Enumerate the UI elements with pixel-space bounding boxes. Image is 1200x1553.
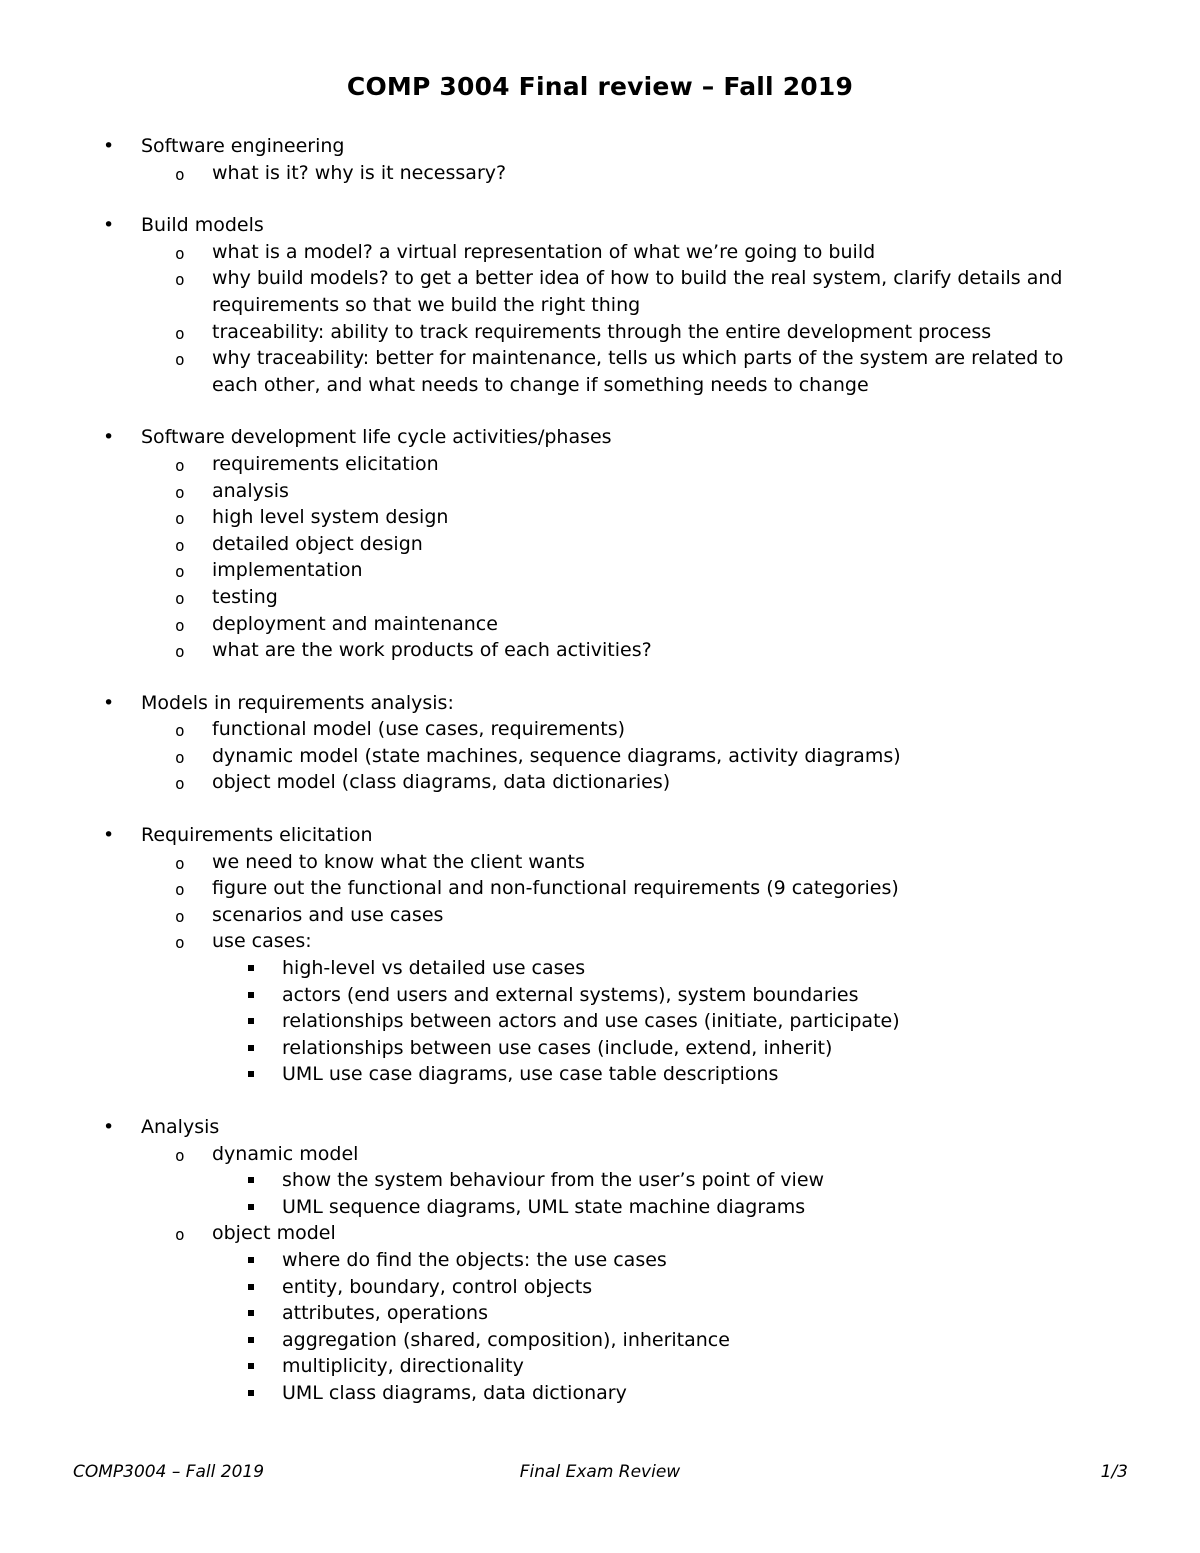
outline-section	[0, 133, 1200, 186]
sub-bullet-item: o traceability: ability to track requirements through the entire development process	[0, 319, 1112, 346]
square-bullet-item: high-level vs detailed use cases	[0, 955, 1112, 982]
sub-bullet-item: o analysis	[0, 478, 1112, 505]
sub-bullet-item: o we need to know what the client wants	[0, 849, 1112, 876]
square-bullet-item: UML use case diagrams, use case table descriptions	[0, 1061, 1112, 1088]
sub-bullet-item: o dynamic model (state machines, sequence diagrams, activity diagrams)	[0, 743, 1112, 770]
bullet-item: • Requirements elicitation	[0, 822, 1111, 849]
sub-bullet-item: o why build models? to get a better idea of how to build the real system, clarify details and requirements so that we build the right thing	[0, 265, 1112, 318]
sub-bullet-item: o dynamic model	[0, 1141, 1112, 1168]
square-bullet-item: UML class diagrams, data dictionary	[0, 1380, 1112, 1407]
sub-bullet-item: o deployment and maintenance	[0, 611, 1112, 638]
sub-bullet-item: o figure out the functional and non-functional requirements (9 categories)	[0, 875, 1112, 902]
square-bullet-item: multiplicity, directionality	[0, 1353, 1112, 1380]
square-bullet-item: UML sequence diagrams, UML state machine diagrams	[0, 1194, 1112, 1221]
outline-section	[0, 690, 1200, 796]
outline	[0, 133, 1200, 1433]
footer-left: COMP3004 – Fall 2019	[73, 1462, 265, 1482]
sub-bullet-item: o object model	[0, 1220, 1112, 1247]
square-bullet-item: relationships between use cases (include, extend, inherit)	[0, 1035, 1112, 1062]
outline-section	[0, 212, 1200, 398]
sub-bullet-item: o testing	[0, 584, 1112, 611]
square-bullet-item: where do find the objects: the use cases	[0, 1247, 1112, 1274]
square-bullet-item: relationships between actors and use cases (initiate, participate)	[0, 1008, 1112, 1035]
sub-bullet-item: o high level system design	[0, 504, 1112, 531]
page-title: COMP 3004 Final review – Fall 2019	[346, 72, 854, 101]
sub-bullet-item: o scenarios and use cases	[0, 902, 1112, 929]
sub-bullet-item: o what are the work products of each activities?	[0, 637, 1112, 664]
bullet-item: • Models in requirements analysis:	[0, 690, 1111, 717]
square-bullet-item: entity, boundary, control objects	[0, 1274, 1112, 1301]
sub-bullet-item: o use cases:	[0, 928, 1112, 955]
bullet-item: • Analysis	[0, 1114, 1111, 1141]
outline-section	[0, 822, 1200, 1088]
sub-bullet-item: o what is a model? a virtual representation of what we’re going to build	[0, 239, 1112, 266]
sub-bullet-item: o detailed object design	[0, 531, 1112, 558]
sub-bullet-item: o functional model (use cases, requirements)	[0, 716, 1112, 743]
sub-bullet-item: o requirements elicitation	[0, 451, 1112, 478]
sub-bullet-item: o object model (class diagrams, data dictionaries)	[0, 769, 1112, 796]
square-bullet-item: attributes, operations	[0, 1300, 1112, 1327]
sub-bullet-item: o why traceability: better for maintenance, tells us which parts of the system are related to each other, and what needs to change if something needs to change	[0, 345, 1112, 398]
footer-center: Final Exam Review	[519, 1462, 681, 1482]
sub-bullet-item: o what is it? why is it necessary?	[0, 160, 1112, 187]
bullet-item: • Software engineering	[0, 133, 1111, 160]
sub-bullet-item: o implementation	[0, 557, 1112, 584]
square-bullet-item: show the system behaviour from the user’s point of view	[0, 1167, 1112, 1194]
footer-page-number: 1/3	[1100, 1462, 1128, 1482]
bullet-item: • Build models	[0, 212, 1111, 239]
square-bullet-item: aggregation (shared, composition), inheritance	[0, 1327, 1112, 1354]
bullet-item: • Software development life cycle activities/phases	[0, 424, 1111, 451]
outline-section	[0, 424, 1200, 663]
outline-section	[0, 1114, 1200, 1407]
square-bullet-item: actors (end users and external systems), system boundaries	[0, 982, 1112, 1009]
